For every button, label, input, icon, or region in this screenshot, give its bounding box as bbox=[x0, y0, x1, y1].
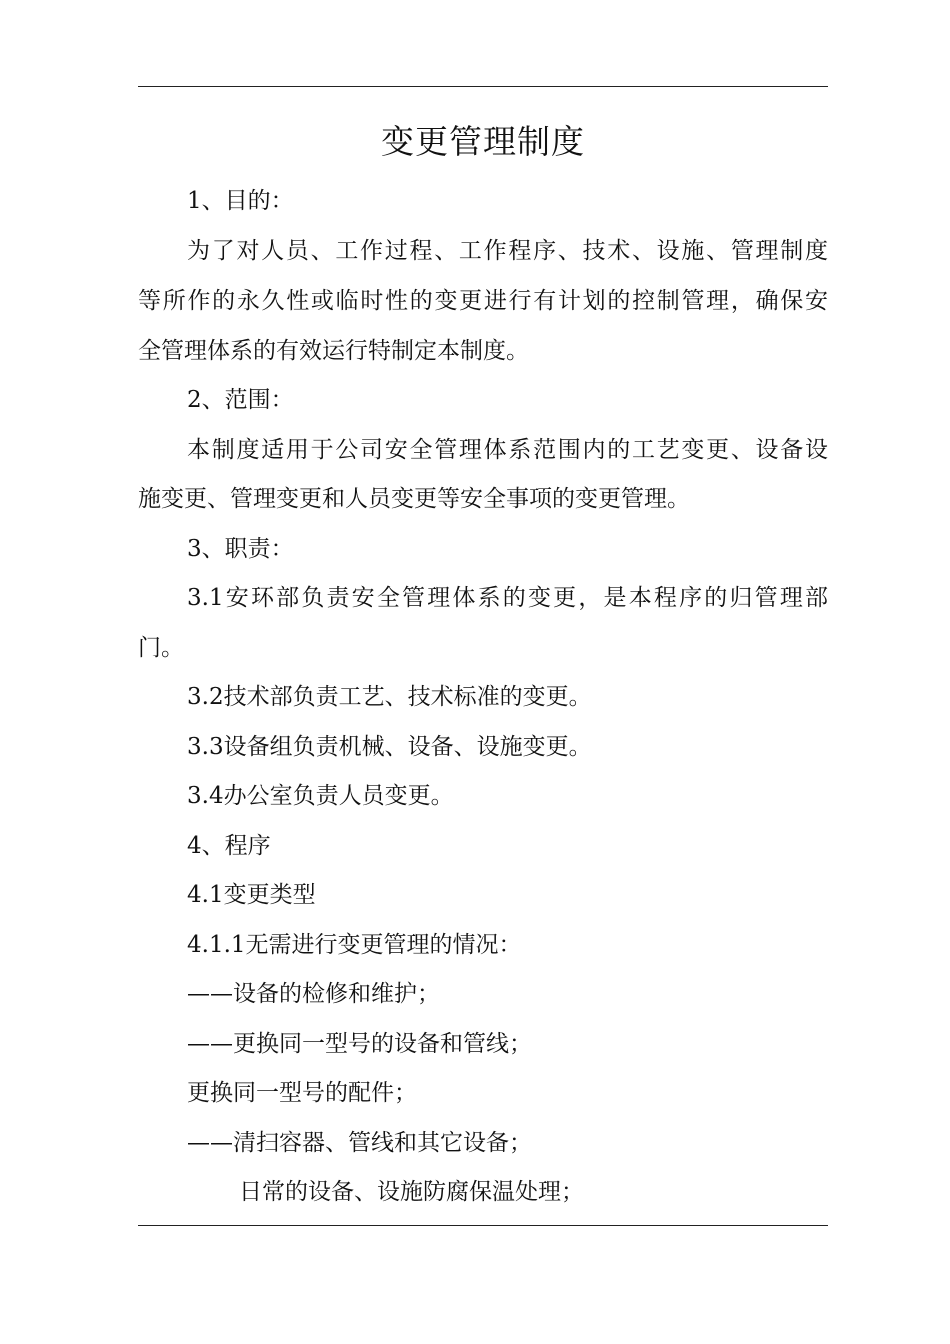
header-rule bbox=[138, 86, 828, 87]
paragraph-line: 为了对人员、工作过程、工作程序、技术、设施、管理制度 bbox=[187, 238, 828, 264]
paragraph-line: 3.2技术部负责工艺、技术标准的变更。 bbox=[187, 684, 592, 710]
paragraph-line: 全管理体系的有效运行特制定本制度。 bbox=[138, 338, 529, 364]
section-procedure-heading: 4、程序 bbox=[187, 833, 271, 859]
section-scope-heading: 2、范围： bbox=[187, 387, 294, 413]
paragraph-line: 3.1安环部负责安全管理体系的变更，是本程序的归管理部 bbox=[187, 585, 828, 611]
section-responsibility-heading: 3、职责： bbox=[187, 536, 294, 562]
footer-rule bbox=[138, 1225, 828, 1226]
section-purpose-heading: 1、目的： bbox=[187, 188, 294, 214]
paragraph-line: 3.4办公室负责人员变更。 bbox=[187, 783, 454, 809]
paragraph-line: 3.3设备组负责机械、设备、设施变更。 bbox=[187, 734, 592, 760]
subsection-heading: 4.1变更类型 bbox=[187, 882, 316, 908]
list-item: ——清扫容器、管线和其它设备； bbox=[187, 1130, 532, 1156]
document-title: 变更管理制度 bbox=[381, 122, 585, 161]
paragraph-line: 等所作的永久性或临时性的变更进行有计划的控制管理，确保安 bbox=[138, 288, 828, 314]
paragraph-line: 施变更、管理变更和人员变更等安全事项的变更管理。 bbox=[138, 486, 690, 512]
list-item: ——更换同一型号的设备和管线； bbox=[187, 1031, 532, 1057]
subsection-heading: 4.1.1无需进行变更管理的情况： bbox=[187, 932, 522, 958]
paragraph-line: 本制度适用于公司安全管理体系范围内的工艺变更、设备设 bbox=[187, 437, 828, 463]
list-item: ——设备的检修和维护； bbox=[187, 981, 440, 1007]
list-item: 日常的设备、设施防腐保温处理； bbox=[239, 1179, 584, 1205]
list-item: 更换同一型号的配件； bbox=[187, 1080, 417, 1106]
paragraph-line: 门。 bbox=[138, 635, 184, 661]
